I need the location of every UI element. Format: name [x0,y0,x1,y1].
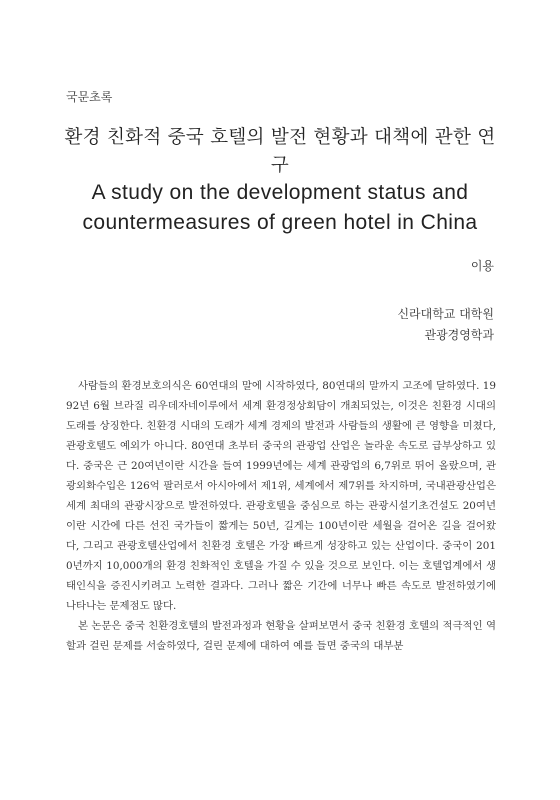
section-label: 국문초록 [66,90,113,104]
english-title: A study on the development status and countermeasures of green hotel in China [82,181,478,234]
korean-title: 환경 친화적 중국 호텔의 발전 현황과 대책에 관한 연구 [64,127,496,176]
author-name: 이용 [470,259,494,273]
abstract-paragraph-2: 본 논문은 중국 친환경호텔의 발전과정과 현황을 살펴보면서 중국 친환경 호텔의 적극적인 역할과 걸린 문제를 서술하였다, 걸린 문제에 대하여 예를 들면 중국의 대부분 [66,620,496,652]
abstract-body [66,376,496,656]
abstract-paragraph-1: 사람들의 환경보호의식은 60연대의 말에 시작하였다, 80연대의 말까지 고조에 달하였다. 1992년 6월 브라질 리우데자네이루에서 세계 환경정상회담이 개최되었는, 이것은 친환경 시대의 도래를 상징한다. 친환경 시대의 도래가 세계 경제의 발전과 사람들의 생활에 큰 영향을 미쳤다, 관광호텔도 예외가 아니다. 80연대 초부터 중국의 관광업 산업은 놀라운 속도로 급부상하고 있다. 중국은 근 20여년이란 시간을 들여 1999년에는 세계 관광업의 6,7위로 뛰어 올랐으며, 관광외화수입은 126억 팔러로서 아시아에서 제1위, 세계에서 제7위를 차지하며, 국내관광산업은 세계 최대의 관광시장으로 발전하였다. 관광호텔을 중심으로 하는 관광시설기초건설도 20여년이란 시간에 다른 선진 국가들이 짧게는 50년, 길게는 100년이란 세월을 걸어온 길을 걸어왔다, 그리고 관광호텔산업에서 친환경 호텔은 가장 빠르게 성장하고 있는 산업이다. 중국이 2010년까지 10,000개의 환경 친화적인 호텔을 가질 수 있을 것으로 보인다. 이는 호텔업계에서 생태인식을 증진시키려고 노력한 결과다. 그러나 짧은 기간에 너무나 빠른 속도로 발전하였기에 나타나는 문제점도 많다. [66,380,496,612]
department-name: 관광경영학과 [424,328,494,342]
university-name: 신라대학교 대학원 [397,307,494,321]
affiliation [397,304,494,346]
